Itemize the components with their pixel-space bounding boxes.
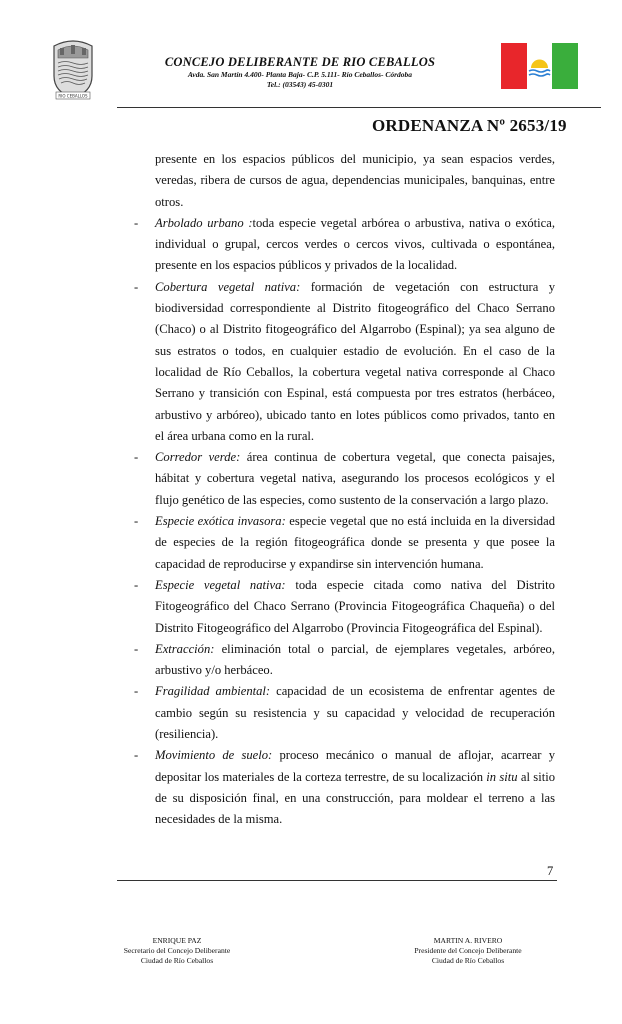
definition-term: Especie vegetal nativa:: [155, 577, 286, 592]
definition-item: [134, 511, 555, 575]
definition-text: proceso mecánico o manual de aflojar, acarrear y depositar los materiales de la corteza terrestre, de su localización: [155, 748, 555, 784]
signature-block-secretary: [77, 936, 277, 966]
definition-text: área continua de cobertura vegetal, que conecta paisajes, hábitat y cobertura vegetal nativa, asegurando los procesos ecológicos y el flujo genético de las especies, como sustento de la conservación a largo plazo.: [155, 450, 556, 507]
definition-item: [134, 277, 555, 447]
definition-term: Corredor verde:: [155, 450, 241, 465]
footer-divider: [117, 880, 557, 881]
organization-address: Avda. San Martín 4.400- Planta Baja- C.P. 5.111- Río Ceballos- Córdoba: [187, 70, 413, 79]
page-number: 7: [547, 864, 554, 878]
bullet-dash: -: [134, 748, 139, 763]
definition-text: formación de vegetación con estructura y biodiversidad correspondiente al Distrito fitogeográfico del Chaco Serrano (Chaco) o al Distrito fitogeográfico del Algarrobo (Espinal); ya sea alguno de sus estratos o todos, en cualquier estadio de evolución. En el caso de la localidad de Río Ceballos, la cobertura vegetal nativa corresponde al Chaco Serrano y transición con Espinal, está compuesta por tres estratos (herbáceo, arbustivo y arbóreo), ubicado tanto en lotes públicos como privados, tanto en el área urbana como en la rural.: [155, 279, 555, 443]
definitions-body: [134, 149, 556, 831]
organization-name: CONCEJO DELIBERANTE DE RIO CEBALLOS: [164, 55, 436, 69]
definition-term: Fragilidad ambiental:: [155, 684, 271, 699]
signer-role: Presidente del Concejo Deliberante: [414, 946, 522, 955]
latin-phrase: in situ: [486, 769, 518, 784]
definition-text: especie vegetal que no está incluida en la diversidad de especies de la región fitogeográfica donde se presenta y que posee la capacidad de reproducirse y expandirse sin intervención humana.: [155, 514, 555, 571]
organization-block: [110, 55, 490, 90]
signer-name: MARTIN A. RIVERO: [433, 936, 503, 945]
signer-name: ENRIQUE PAZ: [152, 936, 202, 945]
city-flag-logo: [501, 43, 578, 89]
definition-text: toda especie vegetal arbórea o arbustiva, nativa o exótica, individual o grupal, cercos verdes o cercos vivos, cultivada o espontánea, presente en los espacios públicos y privados de la localidad.: [155, 215, 555, 273]
signer-place: Ciudad de Río Ceballos: [431, 956, 505, 965]
signer-role: Secretario del Concejo Deliberante: [123, 946, 231, 955]
definition-item: [134, 213, 555, 277]
definition-item: [134, 681, 555, 745]
definition-term: Extracción:: [155, 641, 215, 656]
definition-text: capacidad de un ecosistema de enfrentar agentes de cambio según su resistencia y su capacidad y velocidad de recuperación (resiliencia).: [155, 684, 555, 742]
bullet-dash: -: [134, 577, 139, 592]
definition-item: [155, 149, 555, 213]
bullet-dash: -: [134, 279, 139, 294]
bullet-dash: -: [134, 514, 139, 529]
definition-text: eliminación total o parcial, de ejemplares vegetales, arbóreo, arbustivo y/o herbáceo.: [155, 641, 555, 678]
bullet-dash: -: [134, 641, 139, 656]
header-divider: [117, 107, 601, 108]
svg-text:RIO CEBALLOS: RIO CEBALLOS: [58, 93, 88, 99]
signature-block-president: [368, 936, 568, 966]
definition-text: toda especie citada como nativa del Distrito Fitogeográfico del Chaco Serrano (Provincia Fitogeográfica Chaqueña) o del Distrito Fitogeográfico del Algarrobo (Provincia Fitogeográfica del Espinal).: [155, 577, 555, 635]
definition-text-end: al sitio de su disposición final, en una construcción, para moldear el terreno a las necesidades de la misma.: [155, 769, 555, 827]
bullet-dash: -: [134, 684, 139, 699]
definition-term: Cobertura vegetal nativa:: [155, 279, 301, 294]
municipal-crest-logo: [48, 36, 98, 102]
bullet-dash: -: [134, 450, 139, 465]
definition-term: Arbolado urbano :: [155, 215, 253, 230]
definition-item: [134, 447, 556, 511]
signer-place: Ciudad de Río Ceballos: [140, 956, 214, 965]
organization-phone: Tel.: (03543) 45-0301: [266, 80, 334, 89]
definition-text: presente en los espacios públicos del municipio, ya sean espacios verdes, veredas, ribera de cursos de agua, dependencias municipales, banquinas, entre otros.: [155, 152, 555, 209]
definition-item: [134, 745, 555, 830]
definition-term: Especie exótica invasora:: [155, 514, 286, 529]
letterhead: [0, 0, 622, 110]
definition-term: Movimiento de suelo:: [155, 748, 273, 763]
bullet-dash: -: [134, 215, 139, 230]
ordinance-title: ORDENANZA Nº 2653/19: [372, 116, 567, 135]
definition-item: [134, 575, 555, 639]
definition-item: [134, 639, 555, 682]
